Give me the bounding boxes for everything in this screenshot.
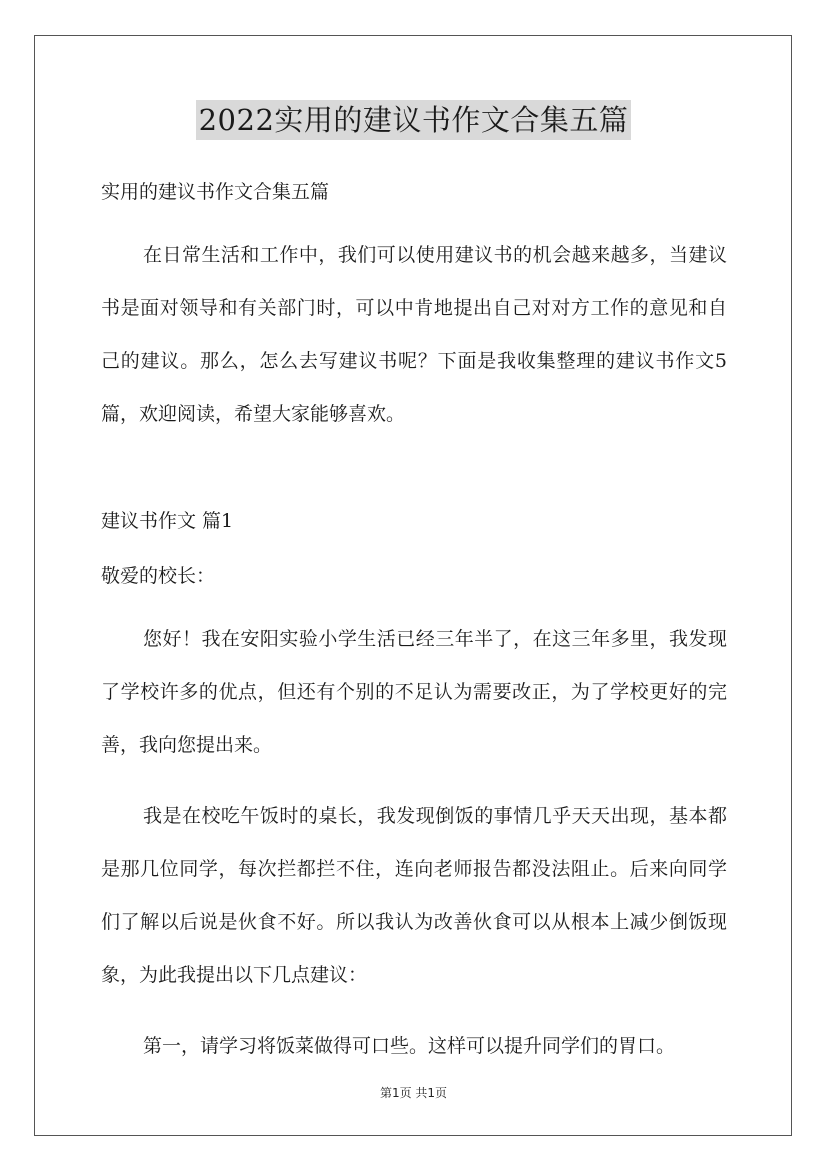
salutation: 敬爱的校长： — [101, 565, 216, 587]
document-body — [101, 174, 727, 1073]
body-paragraph-3: 第一，请学习将饭菜做得可口些。这样可以提升同学们的胃口。 — [143, 1035, 676, 1057]
intro-paragraph: 在日常生活和工作中，我们可以使用建议书的机会越来越多，当建议书是面对领导和有关部门时，可以中肯地提出自己对对方工作的意见和自己的建议。那么，怎么去写建议书呢？下面是我收集整理的建议书作文5篇，欢迎阅读，希望大家能够喜欢。 — [101, 244, 727, 425]
page-footer: 第1页 共1页 — [379, 1086, 448, 1100]
document-subtitle: 实用的建议书作文合集五篇 — [101, 181, 330, 203]
body-paragraph-1: 您好！我在安阳实验小学生活已经三年半了，在这三年多里，我发现了学校许多的优点，但还有个别的不足认为需要改正，为了学校更好的完善，我向您提出来。 — [101, 628, 727, 756]
body-paragraph-2: 我是在校吃午饭时的桌长，我发现倒饭的事情几乎天天出现，基本都是那几位同学，每次拦都拦不住，连向老师报告都没法阻止。后来向同学们了解以后说是伙食不好。所以我认为改善伙食可以从根本上减少倒饭现象，为此我提出以下几点建议： — [101, 805, 727, 986]
title-container — [0, 100, 827, 140]
section-heading: 建议书作文 篇1 — [101, 510, 234, 532]
document-title: 2022实用的建议书作文合集五篇 — [196, 100, 632, 140]
